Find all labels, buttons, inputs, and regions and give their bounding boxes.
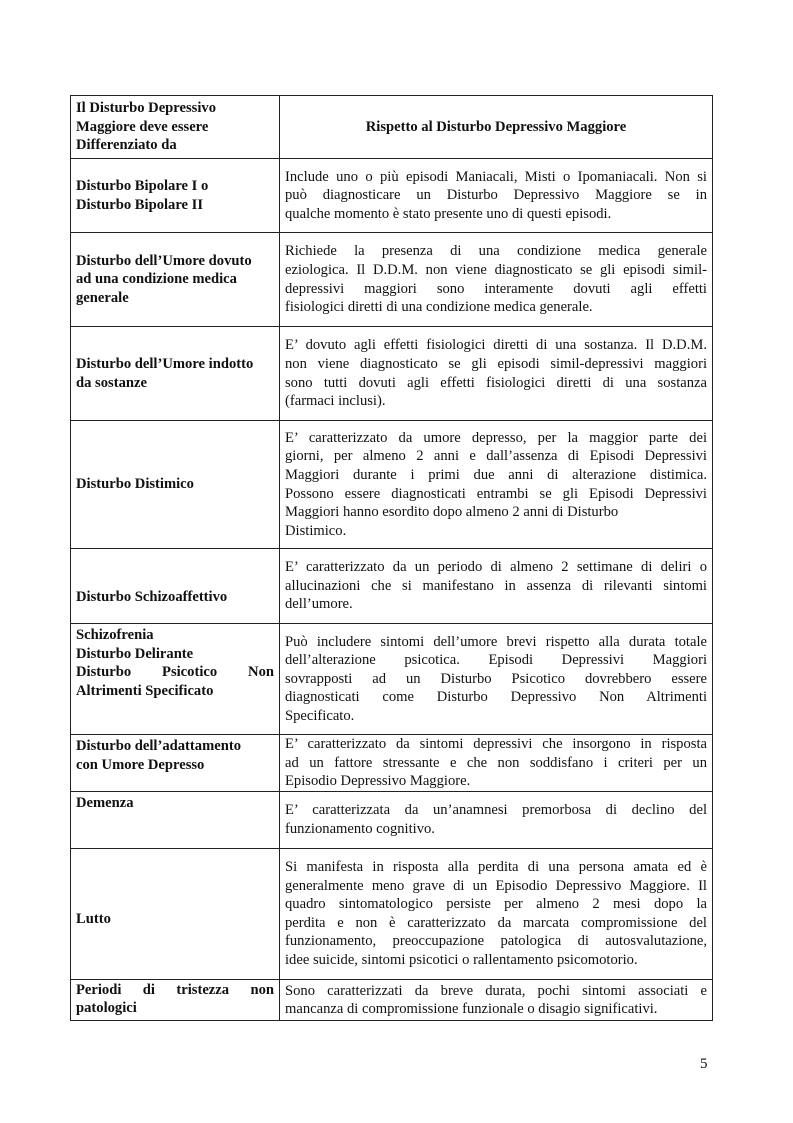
table-row	[71, 159, 713, 233]
page-number: 5	[700, 1056, 708, 1072]
differential-diagnosis-table	[70, 95, 713, 1021]
row-text-line: sovrapposti ad un Disturbo Psicotico dovrebbero essere	[285, 670, 707, 687]
row-text-line: funzionamento cognitivo.	[285, 820, 435, 837]
header-left-cell	[71, 96, 280, 159]
row-text-line: fisiologici diretti di una condizione medica generale.	[285, 299, 593, 316]
row-text-line: idee suicide, sintomi psicotici o rallentamento psicomotorio.	[285, 951, 638, 968]
row-text-line: non viene diagnosticato se gli episodi simil-depressivi maggiori	[285, 355, 707, 372]
row-label-line: generale	[76, 289, 129, 306]
row-label-line: Disturbo Bipolare I o	[76, 177, 209, 194]
row-text-line: quadro sintomatologico persiste per almeno 2 mesi dopo la	[285, 896, 707, 913]
row-text-line: perdita e non è caratterizzato da marcata compromissione del	[285, 914, 707, 931]
table-row	[71, 549, 713, 624]
row-text-line: qualche momento è stato presente uno di questi episodi.	[285, 205, 612, 222]
row-text-line: ad un fattore stressante e che non soddisfano i criteri per un	[285, 754, 707, 771]
row-text-line: giorni, per almeno 2 anni e dall’assenza di Episodi Depressivi	[285, 448, 707, 465]
row-text-line: E’ caratterizzato da umore depresso, per la maggior parte dei	[285, 429, 707, 446]
row-text-line: Si manifesta in risposta alla perdita di una persona amata ed è	[285, 859, 707, 875]
header-left-line: Il Disturbo Depressivo	[76, 100, 217, 117]
row-label-line: Disturbo Delirante	[76, 645, 194, 662]
row-text-line: dell’umore.	[285, 596, 353, 613]
row-text-line: eziologica. Il D.D.M. non viene diagnosticato se gli episodi simil-	[285, 261, 707, 278]
row-label-line: Disturbo dell’Umore dovuto	[76, 252, 252, 269]
row-text-line: dell’alterazione psicotica. Episodi Depressivi Maggiori	[285, 652, 707, 669]
row-text-line: Episodio Depressivo Maggiore.	[285, 773, 471, 790]
row-label-line: Demenza	[76, 794, 134, 811]
row-text-line: Include uno o più episodi Maniacali, Misti o Ipomaniacali. Non si	[285, 168, 707, 185]
row-label-cell	[71, 624, 280, 735]
header-right-cell: Rispetto al Disturbo Depressivo Maggiore	[280, 96, 713, 159]
row-text-line: sono tutti dovuti agli effetti fisiologici diretti di una sostanza	[285, 374, 707, 391]
row-label-cell	[71, 735, 280, 792]
row-label-cell	[71, 979, 280, 1020]
header-left-line: Maggiore deve essere	[76, 118, 209, 135]
row-label-line: Disturbo dell’adattamento	[76, 738, 241, 754]
row-description-cell	[280, 327, 713, 421]
row-label-line: Periodi di tristezza non	[76, 981, 274, 998]
header-left-line: Differenziato da	[76, 137, 177, 154]
row-description-cell	[280, 421, 713, 549]
row-text-line: Specificato.	[285, 707, 355, 724]
row-text-line: allucinazioni che si manifestano in assenza di rilevanti sintomi	[285, 577, 707, 594]
row-label-line: Disturbo Schizoaffettivo	[76, 589, 228, 606]
row-text-line: E’ dovuto agli effetti fisiologici diretti di una sostanza. Il D.D.M.	[285, 337, 707, 354]
row-text-line: Richiede la presenza di una condizione medica generale	[285, 243, 707, 260]
row-text-line: Distimico.	[285, 522, 347, 539]
table-row	[71, 848, 713, 979]
row-description-cell	[280, 233, 713, 327]
row-label-line: Disturbo Psicotico Non	[76, 664, 274, 681]
row-label-cell	[71, 848, 280, 979]
row-text-line: E’ caratterizzato da sintomi depressivi che insorgono in risposta	[285, 736, 707, 752]
row-description-cell	[280, 735, 713, 792]
table-header-row	[71, 96, 713, 159]
row-description-cell	[280, 979, 713, 1020]
row-text-line: generalmente meno grave di un Episodio Depressivo Maggiore. Il	[285, 877, 707, 894]
row-label-line: da sostanze	[76, 374, 147, 391]
row-label-line: Disturbo dell’Umore indotto	[76, 355, 254, 372]
row-text-line: funzionamento, preoccupazione patologica di autosvalutazione,	[285, 933, 707, 950]
row-description-cell	[280, 159, 713, 233]
table-row	[71, 327, 713, 421]
table-row	[71, 791, 713, 848]
table-row	[71, 979, 713, 1020]
row-label-line: ad una condizione medica	[76, 271, 237, 288]
row-label-line: Disturbo Distimico	[76, 476, 194, 493]
row-label-line: con Umore Depresso	[76, 756, 205, 773]
row-text-line: (farmaci inclusi).	[285, 393, 386, 410]
row-text-line: Sono caratterizzati da breve durata, pochi sintomi associati e	[285, 982, 707, 999]
row-description-cell	[280, 549, 713, 624]
row-label-line: Schizofrenia	[76, 627, 154, 643]
row-text-line: E’ caratterizzato da un periodo di almeno 2 settimane di deliri o	[285, 559, 707, 576]
row-label-line: Disturbo Bipolare II	[76, 196, 204, 213]
row-text-line: mancanza di compromissione funzionale o disagio significativi.	[285, 1001, 658, 1018]
row-label-cell	[71, 159, 280, 233]
row-label-cell	[71, 791, 280, 848]
table-row	[71, 421, 713, 549]
row-text-line: Può includere sintomi dell’umore brevi rispetto alla durata totale	[285, 633, 707, 650]
row-text-line: depressivi maggiori sono interamente dovuti agli effetti	[285, 280, 707, 297]
row-label-line: Altrimenti Specificato	[76, 682, 214, 699]
row-text-line: può diagnosticare un Disturbo Depressivo Maggiore se in	[285, 187, 707, 204]
table-row	[71, 624, 713, 735]
row-label-cell	[71, 327, 280, 421]
row-description-cell	[280, 791, 713, 848]
row-label-cell	[71, 549, 280, 624]
table-row	[71, 233, 713, 327]
row-text-line: Maggiori durante i primi due anni di alterazione distimica.	[285, 466, 707, 483]
row-text-line: diagnosticati come Disturbo Depressivo Non Altrimenti	[285, 689, 707, 706]
row-text-line: Maggiori hanno esordito dopo almeno 2 anni di Disturbo	[285, 504, 619, 521]
row-description-cell	[280, 848, 713, 979]
row-label-line: patologici	[76, 1000, 137, 1017]
row-text-line: E’ caratterizzata da un’anamnesi premorbosa di declino del	[285, 802, 707, 819]
row-label-line: Lutto	[76, 911, 111, 928]
row-label-cell	[71, 421, 280, 549]
row-description-cell	[280, 624, 713, 735]
table-row	[71, 735, 713, 792]
row-text-line: Possono essere diagnosticati entrambi se gli Episodi Depressivi	[285, 485, 707, 502]
row-label-cell	[71, 233, 280, 327]
